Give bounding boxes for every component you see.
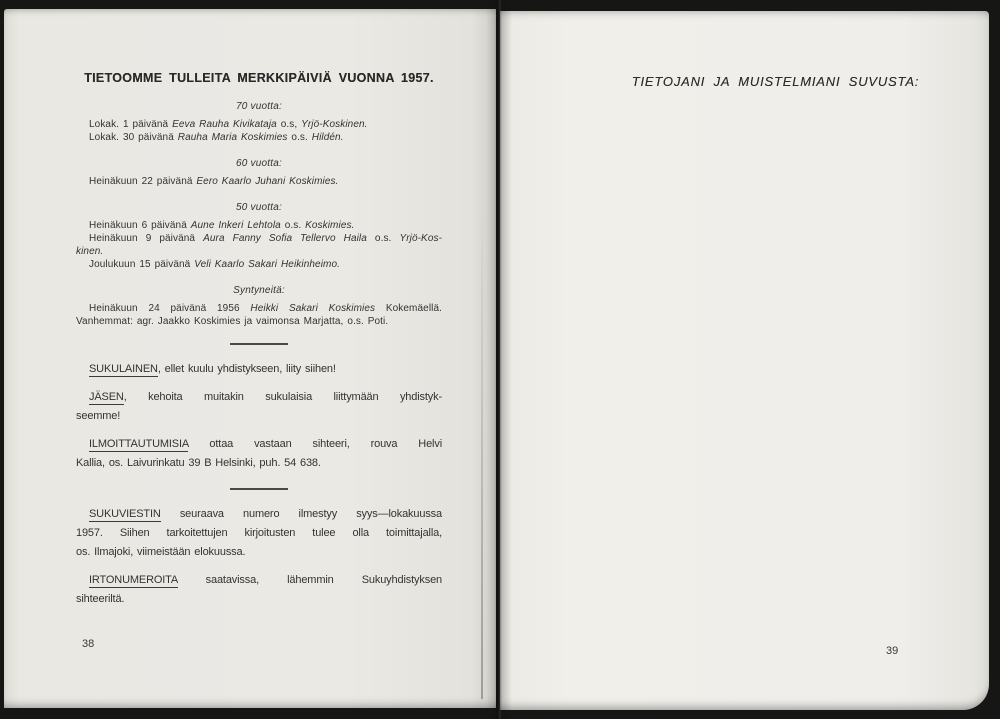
text-run: o.s. <box>287 132 312 143</box>
person-name-italic: Yrjö-Kos- <box>399 233 443 244</box>
person-name-italic: kinen. <box>76 246 104 257</box>
right-page-number: 39 <box>886 645 899 657</box>
person-name-italic: Hildén. <box>311 132 344 143</box>
text-line <box>76 131 442 144</box>
text-line <box>76 435 442 454</box>
right-page <box>500 11 989 710</box>
left-page <box>4 9 496 708</box>
text-run: seuraava numero ilmestyy syys—lokakuussa <box>160 508 442 520</box>
section-heading: 50 vuotta: <box>236 202 282 213</box>
text-run: Joulukuun 15 päivänä <box>89 259 195 270</box>
text-line <box>76 524 442 543</box>
section-divider-rule <box>230 343 288 345</box>
text-run: Lokak. 1 päivänä <box>89 119 173 130</box>
notice-paragraph <box>76 435 442 473</box>
underlined-term: SUKULAINEN <box>89 363 158 375</box>
entry-paragraph <box>76 118 442 144</box>
text-line <box>76 407 442 426</box>
entry-paragraph <box>76 219 442 271</box>
text-line <box>76 571 442 590</box>
notice-paragraph <box>76 360 442 379</box>
text-line <box>76 360 442 379</box>
text-run: Heinäkuun 24 päivänä 1956 <box>89 303 251 314</box>
text-line <box>76 543 442 562</box>
text-run: 1957. Siihen tarkoitettujen kirjoitusten tulee olla toimittajalla, <box>76 527 442 539</box>
underlined-term: ILMOITTAUTUMISIA <box>89 438 189 450</box>
underlined-term: SUKUVIESTIN <box>89 508 161 520</box>
person-name-italic: Eeva Rauha Kivikataja <box>172 119 277 130</box>
section-heading: 60 vuotta: <box>236 158 282 169</box>
notice-paragraph <box>76 505 442 562</box>
text-run: Heinäkuun 22 päivänä <box>89 176 197 187</box>
left-page-title: TIETOOMME TULLEITA MERKKIPÄIVIÄ VUONNA 1957. <box>84 71 434 85</box>
text-line <box>76 175 442 188</box>
section-divider-rule <box>230 488 288 490</box>
text-run: os. Ilmajoki, viimeistään elokuussa. <box>76 546 246 558</box>
book-gutter-shadow <box>486 0 512 719</box>
person-name-italic: Eero Kaarlo Juhani Koskimies. <box>196 176 339 187</box>
underlined-term: IRTONUMEROITA <box>89 574 178 586</box>
text-run: Heinäkuun 6 päivänä <box>89 220 191 231</box>
text-line <box>76 388 442 407</box>
person-name-italic: Yrjö-Koskinen. <box>301 119 368 130</box>
left-page-content <box>4 9 496 609</box>
text-line <box>76 232 442 245</box>
entry-paragraph <box>76 175 442 188</box>
entry-paragraph <box>76 302 442 328</box>
text-run: ottaa vastaan sihteeri, rouva Helvi <box>188 438 442 450</box>
text-run: seemme! <box>76 410 121 422</box>
text-run: Vanhemmat: agr. Jaakko Koskimies ja vaimonsa Marjatta, o.s. Poti. <box>76 316 389 327</box>
person-name-italic: Veli Kaarlo Sakari Heikinheimo. <box>194 259 340 270</box>
page-edge-line <box>481 200 483 699</box>
text-run: Kallia, os. Laivurinkatu 39 B Helsinki, puh. 54 638. <box>76 457 321 469</box>
text-line <box>76 505 442 524</box>
text-line <box>76 258 442 271</box>
right-page-content <box>500 11 989 91</box>
underlined-term: JÄSEN <box>89 391 124 403</box>
section-heading: Syntyneitä: <box>233 285 285 296</box>
text-run: , kehoita muitakin sukulaisia liittymään yhdistyk- <box>123 391 442 403</box>
text-line <box>76 245 442 258</box>
text-line <box>76 454 442 473</box>
notice-paragraph <box>76 571 442 609</box>
person-name-italic: Aura Fanny Sofia Tellervo Haila <box>203 233 367 244</box>
text-line <box>76 590 442 609</box>
text-run: sihteeriltä. <box>76 593 125 605</box>
text-run: Kokemäellä. <box>375 303 442 314</box>
section-heading: 70 vuotta: <box>236 101 282 112</box>
notice-paragraph <box>76 388 442 426</box>
person-name-italic: Heikki Sakari Koskimies <box>250 303 376 314</box>
text-run: Heinäkuun 9 päivänä <box>89 233 204 244</box>
left-page-blocks <box>76 100 442 609</box>
text-run: o.s. <box>280 220 306 231</box>
left-page-number: 38 <box>82 638 95 650</box>
person-name-italic: Koskimies. <box>305 220 355 231</box>
text-line <box>76 315 442 328</box>
text-run: , ellet kuulu yhdistykseen, liity siihen! <box>157 363 336 375</box>
text-run: o.s, <box>276 119 302 130</box>
text-line <box>76 118 442 131</box>
person-name-italic: Aune Inkeri Lehtola <box>190 220 281 231</box>
right-page-title: TIETOJANI JA MUISTELMIANI SUVUSTA: <box>631 74 920 89</box>
text-run: saatavissa, lähemmin Sukuyhdistyksen <box>177 574 442 586</box>
text-run: Lokak. 30 päivänä <box>89 132 178 143</box>
person-name-italic: Rauha Maria Koskimies <box>177 132 288 143</box>
text-run: o.s. <box>366 233 400 244</box>
text-line <box>76 219 442 232</box>
text-line <box>76 302 442 315</box>
